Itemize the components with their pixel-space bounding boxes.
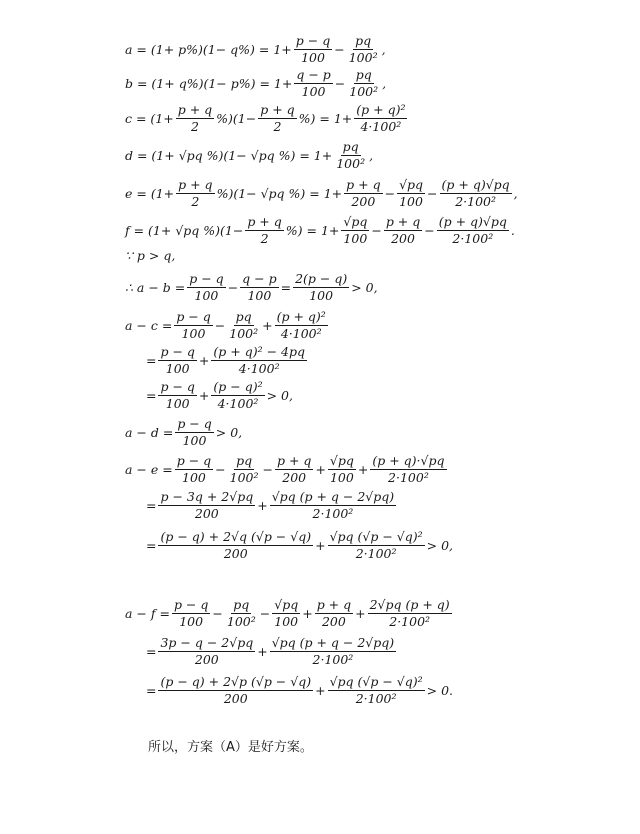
equation-text: %)(1−	[216, 111, 257, 126]
fraction	[334, 140, 367, 171]
equation-text: a = (1+ p%)(1− q%) = 1+	[125, 42, 292, 57]
equation-a-minus-f-1	[125, 598, 454, 629]
equation-a-def	[125, 34, 386, 65]
fraction	[328, 530, 425, 561]
fraction	[347, 34, 380, 65]
fraction-numerator: √pq (p + q − 2√pq)	[271, 489, 395, 504]
fraction	[270, 636, 396, 667]
fraction	[240, 272, 278, 303]
equation-a-minus-e-3	[146, 530, 453, 561]
fraction-numerator: p − q	[160, 379, 195, 394]
fraction-denominator: 100	[309, 288, 334, 303]
conclusion-text: 所以，方案（A）是好方案。	[148, 740, 313, 755]
equation-text: −	[214, 318, 226, 333]
equation-a-minus-e-1	[125, 454, 449, 485]
equation-a-minus-c-3	[146, 380, 293, 411]
equation-text: a − c =	[125, 318, 173, 333]
fraction-numerator: 2(p − q)	[295, 271, 348, 286]
equation-text: +	[315, 462, 326, 477]
equation-text: > 0,	[266, 388, 293, 403]
equation-text: +	[357, 462, 369, 477]
fraction-denominator: 2	[273, 119, 282, 134]
fraction-numerator: pq	[233, 597, 250, 612]
fraction-numerator: p + q	[277, 453, 312, 468]
equation-text: −	[371, 223, 382, 238]
fraction	[341, 215, 369, 246]
equation-text: ∵ p > q,	[125, 248, 176, 263]
fraction-numerator: (p − q) + 2√p (√p − √q)	[160, 674, 312, 689]
fraction-numerator: p + q	[178, 177, 213, 192]
equation-text: −	[334, 42, 345, 57]
equation-text: +	[198, 388, 210, 403]
equation-text: %) = 1+	[298, 111, 353, 126]
fraction	[158, 345, 196, 376]
fraction-numerator: √pq (√p − √q)²	[329, 674, 423, 689]
fraction-denominator: 100²	[229, 326, 259, 341]
fraction-numerator: √pq	[329, 453, 354, 468]
fraction-denominator: 2·100²	[388, 470, 429, 485]
fraction-denominator: 200	[223, 546, 248, 561]
fraction-numerator: 3p − q − 2√pq	[160, 635, 254, 650]
fraction-denominator: 2	[191, 194, 200, 209]
equation-a-minus-c-2	[146, 345, 309, 376]
fraction-denominator: 100	[301, 84, 326, 99]
fraction-numerator: p + q	[346, 177, 381, 192]
fraction-denominator: 2·100²	[355, 691, 397, 706]
fraction-denominator: 100²	[336, 156, 366, 171]
fraction	[344, 178, 382, 209]
fraction-numerator: (p − q)²	[213, 379, 263, 394]
fraction-denominator: 2·100²	[389, 614, 431, 629]
equation-text: +	[302, 606, 313, 621]
fraction	[275, 310, 328, 341]
fraction-numerator: p − q	[176, 453, 212, 468]
equation-text: −	[427, 186, 438, 201]
fraction-denominator: 100	[182, 470, 206, 485]
fraction	[384, 215, 422, 246]
fraction-numerator: p + q	[260, 102, 295, 117]
equation-b-def	[125, 68, 386, 99]
fraction	[175, 454, 213, 485]
equation-a-minus-b	[125, 272, 378, 303]
fraction-denominator: 100²	[229, 470, 259, 485]
equation-text: =	[146, 388, 157, 403]
fraction-denominator: 100	[179, 614, 204, 629]
equation-text: ,	[382, 76, 387, 91]
fraction	[158, 380, 196, 411]
fraction	[176, 103, 214, 134]
fraction-denominator: 200	[194, 506, 219, 521]
fraction-denominator: 100	[247, 288, 272, 303]
fraction-denominator: 4·100²	[280, 326, 322, 341]
equation-text: −	[227, 280, 239, 295]
equation-a-minus-c-1	[125, 310, 330, 341]
equation-text: a − d =	[125, 425, 174, 440]
fraction-numerator: q − p	[296, 67, 331, 82]
fraction-numerator: (p + q)²	[356, 102, 406, 117]
fraction	[270, 490, 396, 521]
fraction	[328, 454, 356, 485]
equation-text: =	[146, 353, 157, 368]
fraction-denominator: 100²	[349, 84, 379, 99]
fraction-numerator: pq	[355, 33, 372, 48]
equation-text: > 0,	[426, 538, 454, 553]
fraction-denominator: 100	[329, 470, 354, 485]
fraction	[370, 454, 446, 485]
fraction-numerator: p + q	[316, 597, 352, 612]
fraction-denominator: 100	[182, 433, 207, 448]
fraction-numerator: p − q	[189, 271, 224, 286]
fraction-numerator: pq	[236, 453, 253, 468]
equation-text: ,	[381, 42, 386, 57]
fraction	[397, 178, 425, 209]
equation-a-minus-d	[125, 417, 242, 448]
fraction-denominator: 2·100²	[312, 652, 354, 667]
fraction	[211, 345, 307, 376]
fraction	[227, 310, 260, 341]
fraction-numerator: (p + q)√pq	[441, 177, 510, 192]
fraction-denominator: 200	[223, 691, 248, 706]
fraction-denominator: 200	[321, 614, 346, 629]
equation-text: −	[334, 76, 346, 91]
equation-text: a − f =	[125, 606, 170, 621]
fraction-denominator: 100	[274, 614, 299, 629]
fraction-denominator: 2·100²	[355, 546, 397, 561]
equation-text: %)(1− √pq %) = 1+	[216, 186, 343, 201]
equation-text: +	[315, 538, 326, 553]
fraction-denominator: 2	[260, 231, 269, 246]
fraction	[158, 675, 313, 706]
equation-text: b = (1+ q%)(1− p%) = 1+	[125, 76, 293, 91]
equation-text: +	[262, 318, 273, 333]
fraction-numerator: (p + q)·√pq	[372, 453, 445, 468]
fraction	[172, 598, 210, 629]
fraction-denominator: 200	[391, 231, 415, 246]
equation-text: ,	[369, 148, 374, 163]
fraction-denominator: 100	[181, 326, 206, 341]
fraction-numerator: (p + q)² − 4pq	[213, 344, 305, 359]
fraction-numerator: p + q	[177, 102, 213, 117]
fraction	[294, 68, 332, 99]
fraction-numerator: q − p	[242, 271, 277, 286]
fraction-denominator: 100²	[226, 614, 256, 629]
equation-a-minus-f-2	[146, 636, 398, 667]
equation-text: =	[146, 498, 157, 513]
equation-text: +	[257, 644, 268, 659]
fraction	[175, 417, 213, 448]
fraction	[187, 272, 225, 303]
equation-text: > 0.	[426, 683, 454, 698]
fraction	[275, 454, 313, 485]
fraction-numerator: 2√pq (p + q)	[369, 597, 450, 612]
fraction-denominator: 100	[343, 231, 368, 246]
fraction-numerator: p − q	[295, 33, 331, 48]
equation-text: ,	[513, 186, 518, 201]
equation-c-def	[125, 103, 409, 134]
equation-d-def	[125, 140, 373, 171]
fraction	[158, 490, 255, 521]
fraction-denominator: 100	[194, 288, 219, 303]
fraction-denominator: 100	[301, 50, 325, 65]
fraction-numerator: p + q	[247, 214, 282, 229]
equation-text: =	[146, 683, 157, 698]
fraction	[328, 675, 425, 706]
fraction-denominator: 200	[194, 652, 219, 667]
fraction-numerator: √pq	[274, 597, 299, 612]
fraction-denominator: 100²	[348, 50, 378, 65]
fraction	[315, 598, 353, 629]
fraction	[354, 103, 407, 134]
fraction-numerator: p − q	[177, 416, 212, 431]
fraction	[245, 215, 283, 246]
equation-text: =	[146, 644, 157, 659]
fraction-denominator: 200	[282, 470, 307, 485]
fraction-denominator: 4·100²	[217, 396, 259, 411]
equation-text: ∴ a − b =	[125, 280, 186, 295]
equation-text: −	[212, 606, 223, 621]
fraction	[293, 272, 349, 303]
equation-text: d = (1+ √pq %)(1− √pq %) = 1+	[125, 148, 333, 163]
fraction	[440, 178, 512, 209]
equation-text: > 0,	[215, 425, 243, 440]
equation-text: > 0,	[351, 280, 378, 295]
fraction-numerator: pq	[235, 309, 252, 324]
fraction-numerator: √pq	[343, 214, 368, 229]
equation-text: −	[424, 223, 435, 238]
fraction	[176, 178, 214, 209]
equation-text: +	[198, 353, 210, 368]
fraction-denominator: 2·100²	[452, 231, 494, 246]
equation-text: a − e =	[125, 462, 173, 477]
fraction	[368, 598, 452, 629]
equation-a-minus-f-3	[146, 675, 453, 706]
fraction-denominator: 100	[399, 194, 423, 209]
fraction	[258, 103, 296, 134]
equation-text: %) = 1+	[285, 223, 340, 238]
equation-text: f = (1+ √pq %)(1−	[125, 223, 244, 238]
equation-f-def	[125, 215, 515, 246]
fraction-denominator: 4·100²	[238, 361, 280, 376]
fraction-denominator: 4·100²	[360, 119, 402, 134]
fraction-numerator: √pq	[399, 177, 424, 192]
fraction-denominator: 100	[165, 361, 190, 376]
equation-given	[125, 248, 175, 263]
fraction-numerator: (p + q)√pq	[438, 214, 507, 229]
fraction-denominator: 2	[190, 119, 199, 134]
fraction-numerator: p − q	[160, 344, 195, 359]
equation-text: .	[510, 223, 515, 238]
fraction-numerator: pq	[342, 139, 359, 154]
fraction-numerator: √pq (√p − √q)²	[329, 529, 423, 544]
equation-text: −	[259, 606, 271, 621]
fraction	[158, 636, 255, 667]
equation-text: −	[262, 462, 273, 477]
fraction	[158, 530, 313, 561]
fraction-denominator: 100	[165, 396, 190, 411]
fraction-denominator: 2·100²	[455, 194, 496, 209]
fraction-numerator: pq	[355, 67, 372, 82]
equation-text: c = (1+	[125, 111, 174, 126]
fraction-numerator: p − q	[176, 309, 211, 324]
equation-text: +	[355, 606, 366, 621]
fraction	[211, 380, 264, 411]
fraction-numerator: (p − q) + 2√q (√p − √q)	[160, 529, 312, 544]
fraction-numerator: (p + q)²	[276, 309, 326, 324]
fraction	[272, 598, 300, 629]
equation-text: e = (1+	[125, 186, 175, 201]
fraction-numerator: √pq (p + q − 2√pq)	[271, 635, 395, 650]
fraction	[347, 68, 380, 99]
fraction	[174, 310, 212, 341]
equation-e-def	[125, 178, 518, 209]
equation-text: =	[280, 280, 292, 295]
equation-text: =	[146, 538, 157, 553]
fraction-denominator: 2·100²	[312, 506, 354, 521]
fraction	[294, 34, 332, 65]
equation-text: −	[215, 462, 226, 477]
equation-text: +	[315, 683, 326, 698]
fraction-numerator: p − 3q + 2√pq	[160, 489, 254, 504]
fraction-denominator: 200	[351, 194, 376, 209]
equation-a-minus-e-2	[146, 490, 398, 521]
fraction-numerator: p + q	[385, 214, 421, 229]
equation-text: −	[384, 186, 396, 201]
fraction	[437, 215, 509, 246]
fraction-numerator: p − q	[173, 597, 209, 612]
fraction	[225, 598, 258, 629]
fraction	[228, 454, 261, 485]
equation-text: +	[257, 498, 268, 513]
